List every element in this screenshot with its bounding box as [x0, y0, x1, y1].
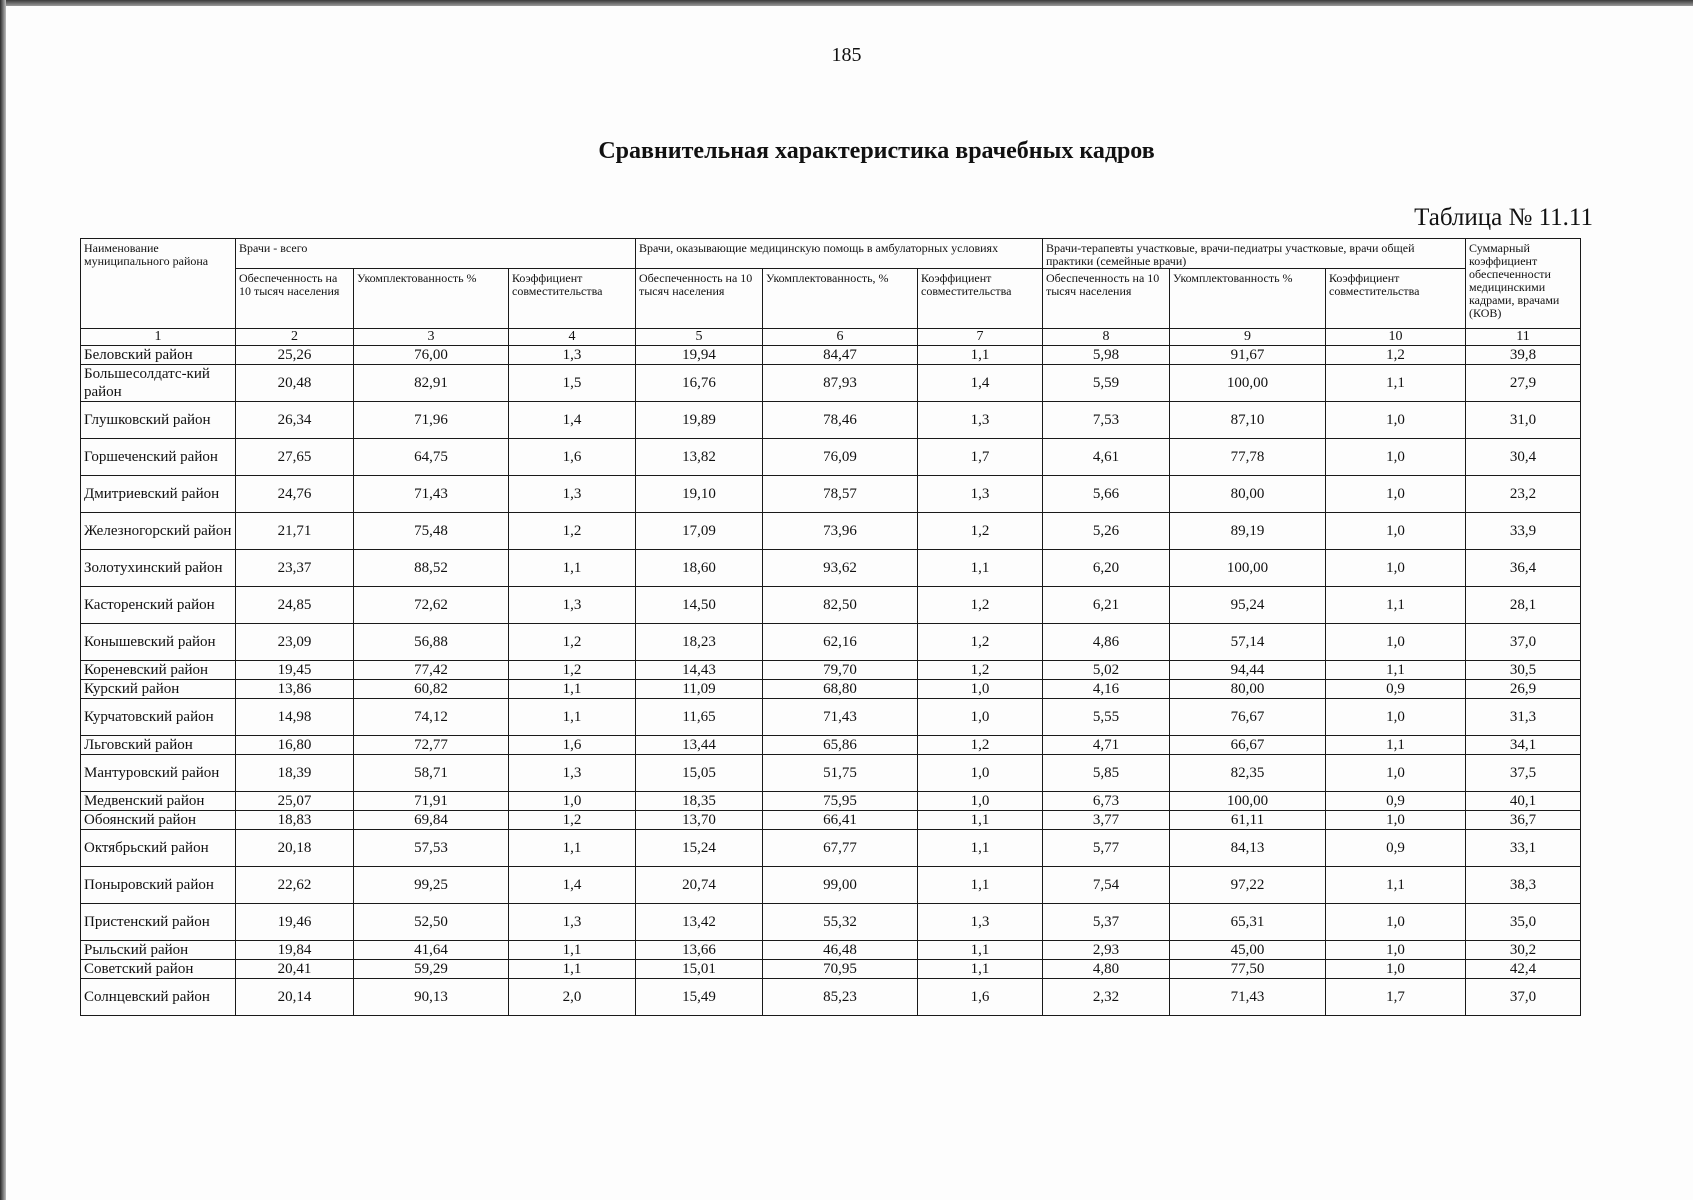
table-cell: 20,48: [236, 365, 354, 402]
table-cell: 46,48: [763, 941, 918, 960]
table-cell: 22,62: [236, 867, 354, 904]
table-cell: 13,86: [236, 680, 354, 699]
table-cell: 30,5: [1466, 661, 1581, 680]
district-name: Касторенский район: [81, 587, 236, 624]
table-cell: 87,93: [763, 365, 918, 402]
table-cell: 74,12: [354, 699, 509, 736]
table-cell: 1,1: [509, 680, 636, 699]
table-row: [81, 587, 1581, 624]
table-cell: 1,2: [509, 661, 636, 680]
table-cell: 1,1: [509, 941, 636, 960]
table-cell: 4,61: [1043, 439, 1170, 476]
table-cell: 1,4: [509, 402, 636, 439]
table-cell: 23,2: [1466, 476, 1581, 513]
district-name: Мантуровский район: [81, 755, 236, 792]
table-cell: 11,65: [636, 699, 763, 736]
table-cell: 57,14: [1170, 624, 1326, 661]
district-name: Золотухинский район: [81, 550, 236, 587]
sub-header-combination: Коэффициент совместительства: [918, 269, 1043, 329]
district-name: Советский район: [81, 960, 236, 979]
column-number: 6: [763, 329, 918, 346]
table-cell: 19,46: [236, 904, 354, 941]
table-cell: 5,37: [1043, 904, 1170, 941]
table-cell: 1,2: [918, 587, 1043, 624]
table-cell: 3,77: [1043, 811, 1170, 830]
table-cell: 1,2: [509, 811, 636, 830]
district-name: Дмитриевский район: [81, 476, 236, 513]
table-cell: 1,0: [1326, 699, 1466, 736]
table-cell: 0,9: [1326, 792, 1466, 811]
table-cell: 36,7: [1466, 811, 1581, 830]
table-cell: 0,9: [1326, 830, 1466, 867]
table-cell: 1,1: [509, 699, 636, 736]
table-cell: 7,54: [1043, 867, 1170, 904]
table-cell: 75,48: [354, 513, 509, 550]
table-cell: 71,43: [763, 699, 918, 736]
table-cell: 18,60: [636, 550, 763, 587]
table-cell: 39,8: [1466, 346, 1581, 365]
table-cell: 57,53: [354, 830, 509, 867]
table-cell: 100,00: [1170, 365, 1326, 402]
table-cell: 1,3: [509, 755, 636, 792]
sub-header-staffing: Укомплектованность %: [1170, 269, 1326, 329]
table-cell: 25,26: [236, 346, 354, 365]
table-cell: 1,0: [1326, 811, 1466, 830]
sub-header-provision: Обеспеченность на 10 тысяч населения: [1043, 269, 1170, 329]
table-cell: 1,6: [918, 979, 1043, 1016]
table-cell: 80,00: [1170, 476, 1326, 513]
table-row: [81, 755, 1581, 792]
group-header-all-doctors: Врачи - всего: [236, 239, 636, 269]
table-cell: 51,75: [763, 755, 918, 792]
table-cell: 45,00: [1170, 941, 1326, 960]
table-cell: 2,0: [509, 979, 636, 1016]
table-cell: 1,0: [1326, 513, 1466, 550]
table-cell: 78,46: [763, 402, 918, 439]
table-cell: 7,53: [1043, 402, 1170, 439]
table-cell: 15,01: [636, 960, 763, 979]
table-cell: 13,66: [636, 941, 763, 960]
table-row: [81, 736, 1581, 755]
column-number: 3: [354, 329, 509, 346]
table-cell: 13,44: [636, 736, 763, 755]
table-cell: 1,2: [509, 624, 636, 661]
table-cell: 40,1: [1466, 792, 1581, 811]
table-cell: 1,0: [1326, 439, 1466, 476]
table-cell: 1,1: [918, 941, 1043, 960]
table-cell: 24,76: [236, 476, 354, 513]
table-cell: 1,3: [509, 346, 636, 365]
district-name: Льговский район: [81, 736, 236, 755]
district-name: Пристенский район: [81, 904, 236, 941]
table-cell: 6,73: [1043, 792, 1170, 811]
table-cell: 1,1: [1326, 867, 1466, 904]
table-cell: 20,18: [236, 830, 354, 867]
table-cell: 58,71: [354, 755, 509, 792]
name-column-header: Наименование муниципального района: [81, 239, 236, 329]
table-cell: 72,62: [354, 587, 509, 624]
district-name: Курчатовский район: [81, 699, 236, 736]
table-cell: 34,1: [1466, 736, 1581, 755]
table-cell: 30,2: [1466, 941, 1581, 960]
table-cell: 52,50: [354, 904, 509, 941]
district-name: Медвенский район: [81, 792, 236, 811]
table-cell: 84,47: [763, 346, 918, 365]
sub-header-staffing: Укомплектованность %: [354, 269, 509, 329]
table-cell: 1,0: [1326, 904, 1466, 941]
column-number: 8: [1043, 329, 1170, 346]
table-cell: 82,50: [763, 587, 918, 624]
table-cell: 25,07: [236, 792, 354, 811]
table-cell: 15,49: [636, 979, 763, 1016]
table-row: [81, 550, 1581, 587]
table-cell: 37,5: [1466, 755, 1581, 792]
table-cell: 1,3: [509, 904, 636, 941]
table-cell: 1,7: [918, 439, 1043, 476]
table-cell: 61,11: [1170, 811, 1326, 830]
table-cell: 5,59: [1043, 365, 1170, 402]
table-cell: 21,71: [236, 513, 354, 550]
sub-header-provision: Обеспеченность на 10 тысяч населения: [636, 269, 763, 329]
table-cell: 1,4: [509, 867, 636, 904]
table-cell: 1,1: [918, 550, 1043, 587]
table-cell: 1,1: [509, 960, 636, 979]
table-cell: 77,50: [1170, 960, 1326, 979]
table-row: [81, 867, 1581, 904]
table-cell: 41,64: [354, 941, 509, 960]
table-cell: 82,91: [354, 365, 509, 402]
table-cell: 1,1: [1326, 587, 1466, 624]
table-cell: 18,23: [636, 624, 763, 661]
table-body: [81, 329, 1581, 1016]
table-cell: 1,1: [1326, 661, 1466, 680]
table-cell: 5,77: [1043, 830, 1170, 867]
table-cell: 2,93: [1043, 941, 1170, 960]
table-cell: 89,19: [1170, 513, 1326, 550]
table-cell: 15,05: [636, 755, 763, 792]
table-cell: 1,2: [918, 661, 1043, 680]
table-cell: 18,83: [236, 811, 354, 830]
table-cell: 87,10: [1170, 402, 1326, 439]
table-cell: 77,78: [1170, 439, 1326, 476]
table-cell: 14,50: [636, 587, 763, 624]
table-cell: 4,71: [1043, 736, 1170, 755]
table-row: [81, 365, 1581, 402]
district-name: Рыльский район: [81, 941, 236, 960]
table-cell: 91,67: [1170, 346, 1326, 365]
table-cell: 33,1: [1466, 830, 1581, 867]
table-cell: 77,42: [354, 661, 509, 680]
table-cell: 1,5: [509, 365, 636, 402]
table-cell: 19,10: [636, 476, 763, 513]
table-row: [81, 476, 1581, 513]
table-cell: 5,66: [1043, 476, 1170, 513]
column-number: 9: [1170, 329, 1326, 346]
table-cell: 27,9: [1466, 365, 1581, 402]
table-cell: 5,85: [1043, 755, 1170, 792]
table-cell: 15,24: [636, 830, 763, 867]
table-cell: 66,41: [763, 811, 918, 830]
sub-header-combination: Коэффициент совместительства: [509, 269, 636, 329]
table-cell: 35,0: [1466, 904, 1581, 941]
table-cell: 0,9: [1326, 680, 1466, 699]
table-cell: 1,1: [918, 867, 1043, 904]
table-cell: 1,3: [918, 904, 1043, 941]
table-cell: 1,0: [1326, 755, 1466, 792]
table-cell: 16,76: [636, 365, 763, 402]
table-cell: 31,3: [1466, 699, 1581, 736]
table-cell: 1,0: [918, 699, 1043, 736]
table-cell: 60,82: [354, 680, 509, 699]
table-cell: 4,80: [1043, 960, 1170, 979]
table-cell: 42,4: [1466, 960, 1581, 979]
column-number: 1: [81, 329, 236, 346]
table-row: [81, 699, 1581, 736]
table-cell: 94,44: [1170, 661, 1326, 680]
table-cell: 1,2: [509, 513, 636, 550]
table-cell: 1,2: [1326, 346, 1466, 365]
sub-header-staffing: Укомплектованность, %: [763, 269, 918, 329]
table-cell: 75,95: [763, 792, 918, 811]
table-row: [81, 513, 1581, 550]
table-cell: 1,0: [918, 680, 1043, 699]
table-cell: 78,57: [763, 476, 918, 513]
table-cell: 95,24: [1170, 587, 1326, 624]
table-cell: 73,96: [763, 513, 918, 550]
table-cell: 16,80: [236, 736, 354, 755]
table-cell: 23,37: [236, 550, 354, 587]
table-cell: 13,82: [636, 439, 763, 476]
sum-coefficient-header: Суммарный коэффициент обеспеченности медицинскими кадрами, врачами (КОВ): [1466, 239, 1581, 329]
district-name: Горшеченский район: [81, 439, 236, 476]
table-cell: 19,94: [636, 346, 763, 365]
table-cell: 23,09: [236, 624, 354, 661]
table-cell: 14,43: [636, 661, 763, 680]
table-cell: 5,02: [1043, 661, 1170, 680]
table-cell: 13,42: [636, 904, 763, 941]
district-name: Железногорский район: [81, 513, 236, 550]
table-cell: 5,26: [1043, 513, 1170, 550]
table-cell: 24,85: [236, 587, 354, 624]
table-cell: 13,70: [636, 811, 763, 830]
table-cell: 1,1: [509, 550, 636, 587]
table-cell: 69,84: [354, 811, 509, 830]
table-row: [81, 792, 1581, 811]
table-cell: 1,0: [1326, 624, 1466, 661]
table-cell: 76,09: [763, 439, 918, 476]
table-cell: 1,0: [1326, 550, 1466, 587]
table-cell: 20,74: [636, 867, 763, 904]
table-row: [81, 979, 1581, 1016]
table-cell: 19,84: [236, 941, 354, 960]
table-cell: 56,88: [354, 624, 509, 661]
table-cell: 36,4: [1466, 550, 1581, 587]
table-cell: 71,43: [354, 476, 509, 513]
table-cell: 72,77: [354, 736, 509, 755]
table-cell: 82,35: [1170, 755, 1326, 792]
table-cell: 1,1: [918, 830, 1043, 867]
group-header-district-doctors: Врачи-терапевты участковые, врачи-педиатры участковые, врачи общей практики (семейные врачи): [1043, 239, 1466, 269]
table-cell: 62,16: [763, 624, 918, 661]
table-cell: 1,0: [918, 755, 1043, 792]
table-cell: 4,16: [1043, 680, 1170, 699]
table-cell: 1,1: [918, 960, 1043, 979]
table-cell: 55,32: [763, 904, 918, 941]
table-row: [81, 904, 1581, 941]
table-cell: 19,45: [236, 661, 354, 680]
table-cell: 17,09: [636, 513, 763, 550]
table-cell: 67,77: [763, 830, 918, 867]
table-cell: 1,0: [1326, 941, 1466, 960]
table-cell: 2,32: [1043, 979, 1170, 1016]
table-cell: 1,0: [1326, 960, 1466, 979]
table-cell: 20,14: [236, 979, 354, 1016]
table-cell: 11,09: [636, 680, 763, 699]
table-cell: 20,41: [236, 960, 354, 979]
table-cell: 1,1: [918, 346, 1043, 365]
table-cell: 1,2: [918, 513, 1043, 550]
table-cell: 80,00: [1170, 680, 1326, 699]
district-name: Обоянский район: [81, 811, 236, 830]
table-cell: 76,67: [1170, 699, 1326, 736]
table-cell: 26,34: [236, 402, 354, 439]
district-name: Солнцевский район: [81, 979, 236, 1016]
column-number: 10: [1326, 329, 1466, 346]
table-cell: 90,13: [354, 979, 509, 1016]
table-cell: 27,65: [236, 439, 354, 476]
table-cell: 64,75: [354, 439, 509, 476]
table-cell: 97,22: [1170, 867, 1326, 904]
sub-header-combination: Коэффициент совместительства: [1326, 269, 1466, 329]
table-cell: 1,3: [509, 587, 636, 624]
table-cell: 65,86: [763, 736, 918, 755]
table-cell: 59,29: [354, 960, 509, 979]
table-cell: 85,23: [763, 979, 918, 1016]
table-cell: 30,4: [1466, 439, 1581, 476]
table-cell: 68,80: [763, 680, 918, 699]
district-name: Октябрьский район: [81, 830, 236, 867]
column-number: 5: [636, 329, 763, 346]
district-name: Конышевский район: [81, 624, 236, 661]
table-cell: 6,21: [1043, 587, 1170, 624]
table-cell: 93,62: [763, 550, 918, 587]
table-cell: 79,70: [763, 661, 918, 680]
table-cell: 5,55: [1043, 699, 1170, 736]
table-cell: 1,2: [918, 624, 1043, 661]
district-name: Курский район: [81, 680, 236, 699]
table-cell: 38,3: [1466, 867, 1581, 904]
table-cell: 1,6: [509, 736, 636, 755]
page-number: 185: [831, 44, 862, 66]
column-number: 7: [918, 329, 1043, 346]
table-cell: 37,0: [1466, 979, 1581, 1016]
table-row: [81, 960, 1581, 979]
table-cell: 4,86: [1043, 624, 1170, 661]
table-cell: 5,98: [1043, 346, 1170, 365]
district-name: Кореневский район: [81, 661, 236, 680]
table-cell: 26,9: [1466, 680, 1581, 699]
table-cell: 99,25: [354, 867, 509, 904]
table-row: [81, 624, 1581, 661]
table-cell: 1,1: [1326, 736, 1466, 755]
table-row: [81, 661, 1581, 680]
district-name: Большесолдатс-кий район: [81, 365, 236, 402]
table-cell: 71,43: [1170, 979, 1326, 1016]
table-cell: 28,1: [1466, 587, 1581, 624]
table-cell: 18,35: [636, 792, 763, 811]
table-cell: 1,6: [509, 439, 636, 476]
table-cell: 71,96: [354, 402, 509, 439]
sub-header-provision: Обеспеченность на 10 тысяч населения: [236, 269, 354, 329]
table-cell: 37,0: [1466, 624, 1581, 661]
table-cell: 19,89: [636, 402, 763, 439]
table-number: Таблица № 11.11: [1414, 204, 1593, 231]
table-cell: 1,3: [918, 402, 1043, 439]
column-number: 4: [509, 329, 636, 346]
district-name: Глушковский район: [81, 402, 236, 439]
table-cell: 76,00: [354, 346, 509, 365]
table-cell: 1,3: [509, 476, 636, 513]
table-cell: 6,20: [1043, 550, 1170, 587]
scan-border-top: [0, 0, 1693, 6]
table-row: [81, 346, 1581, 365]
table-cell: 99,00: [763, 867, 918, 904]
table-cell: 1,4: [918, 365, 1043, 402]
table-row: [81, 811, 1581, 830]
table-cell: 70,95: [763, 960, 918, 979]
table-cell: 33,9: [1466, 513, 1581, 550]
column-number-row: [81, 329, 1581, 346]
table-cell: 88,52: [354, 550, 509, 587]
table-cell: 1,7: [1326, 979, 1466, 1016]
table-cell: 100,00: [1170, 792, 1326, 811]
table-cell: 100,00: [1170, 550, 1326, 587]
table-cell: 14,98: [236, 699, 354, 736]
table-cell: 84,13: [1170, 830, 1326, 867]
district-name: Поныровский район: [81, 867, 236, 904]
table-cell: 1,2: [918, 736, 1043, 755]
table-cell: 65,31: [1170, 904, 1326, 941]
table-cell: 1,1: [918, 811, 1043, 830]
table-row: [81, 439, 1581, 476]
table-cell: 66,67: [1170, 736, 1326, 755]
column-number: 2: [236, 329, 354, 346]
table-cell: 1,0: [918, 792, 1043, 811]
table-row: [81, 941, 1581, 960]
staffing-table: [80, 238, 1581, 1016]
table-cell: 1,0: [1326, 476, 1466, 513]
table-cell: 1,0: [1326, 402, 1466, 439]
table-cell: 71,91: [354, 792, 509, 811]
table-cell: 1,0: [509, 792, 636, 811]
column-number: 11: [1466, 329, 1581, 346]
group-header-outpatient-doctors: Врачи, оказывающие медицинскую помощь в амбулаторных условиях: [636, 239, 1043, 269]
table-row: [81, 830, 1581, 867]
table-row: [81, 680, 1581, 699]
table-cell: 31,0: [1466, 402, 1581, 439]
table-cell: 1,1: [509, 830, 636, 867]
document-title: Сравнительная характеристика врачебных кадров: [598, 138, 1155, 164]
scan-border-left: [0, 0, 6, 1200]
table-cell: 18,39: [236, 755, 354, 792]
district-name: Беловский район: [81, 346, 236, 365]
table-row: [81, 402, 1581, 439]
table-cell: 1,3: [918, 476, 1043, 513]
table-cell: 1,1: [1326, 365, 1466, 402]
